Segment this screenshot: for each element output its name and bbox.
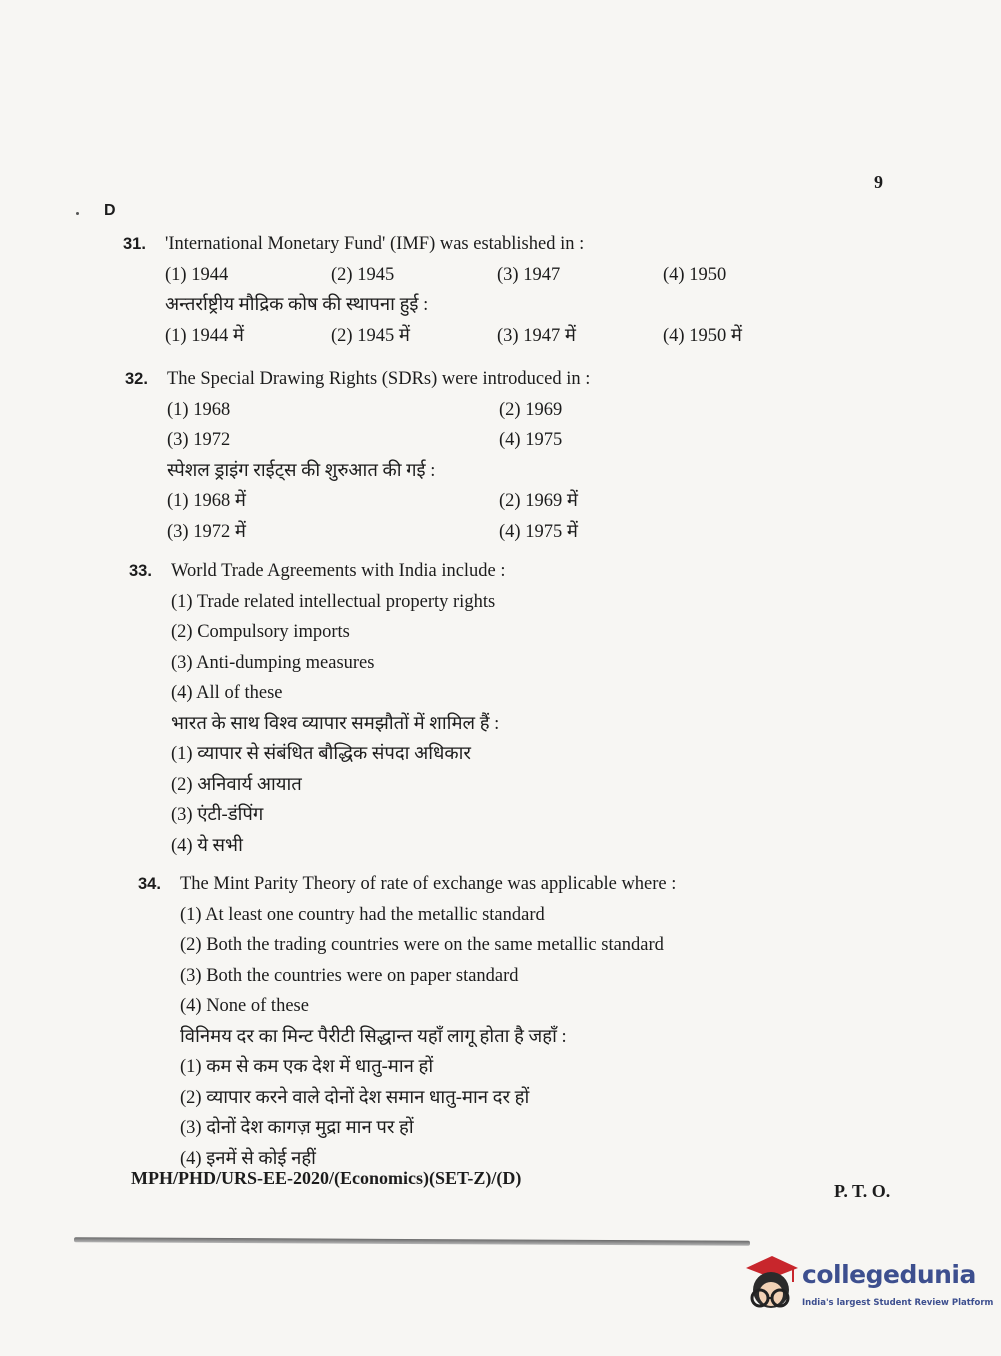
options-hi xyxy=(125,486,825,517)
question-text-hi: भारत के साथ विश्व व्यापार समझौतों में शामिल हैं : xyxy=(171,713,500,734)
option: (4) 1975 में xyxy=(499,521,578,542)
option: (2) 1969 में xyxy=(499,491,578,511)
option: (1) 1968 में xyxy=(167,491,246,511)
option: (2) 1945 में xyxy=(331,325,410,346)
option: (2) 1945 xyxy=(331,264,395,285)
question-text-en: 'International Monetary Fund' (IMF) was established in : xyxy=(165,234,585,254)
option: (1) At least one country had the metallic standard xyxy=(180,904,545,925)
question-text-en: The Mint Parity Theory of rate of exchange was applicable where : xyxy=(180,874,677,894)
option: (1) 1944 में xyxy=(165,325,244,346)
question-number: 34. xyxy=(138,875,161,893)
question-text-hi: स्पेशल ड्राइंग राईट्स की शुरुआत की गई : xyxy=(167,460,436,481)
options-hi xyxy=(125,517,825,548)
options-en xyxy=(125,425,825,456)
option: (2) 1969 xyxy=(499,399,563,420)
options-en xyxy=(125,395,825,426)
collegedunia-watermark xyxy=(740,1252,994,1320)
pto-label: P. T. O. xyxy=(834,1181,891,1201)
option: (3) एंटी-डंपिंग xyxy=(171,805,264,825)
option: (4) All of these xyxy=(171,683,283,703)
options-en xyxy=(123,260,823,291)
option: (3) 1972 में xyxy=(167,521,246,542)
question-text-hi: विनिमय दर का मिन्ट पैरीटी सिद्धान्त यहाँ लागू होता है जहाँ : xyxy=(180,1026,567,1047)
question-32 xyxy=(125,364,825,547)
option: (2) Both the trading countries were on the same metallic standard xyxy=(180,935,664,955)
option: (3) दोनों देश कागज़ मुद्रा मान पर हों xyxy=(180,1118,414,1138)
option: (1) 1944 xyxy=(165,264,229,285)
option: (3) 1972 xyxy=(167,430,231,450)
option: (4) 1950 xyxy=(663,264,727,285)
option: (1) Trade related intellectual property rights xyxy=(171,591,496,612)
option: (1) व्यापार से संबंधित बौद्धिक संपदा अधिकार xyxy=(171,744,471,764)
option: (3) 1947 xyxy=(497,264,561,285)
set-label: D xyxy=(104,202,116,219)
bottom-rule xyxy=(74,1237,750,1246)
option: (3) Anti-dumping measures xyxy=(171,652,375,673)
page-number: 9 xyxy=(874,172,883,192)
option: (4) None of these xyxy=(180,996,309,1016)
paper-code: MPH/PHD/URS-EE-2020/(Economics)(SET-Z)/(D) xyxy=(131,1168,522,1188)
option: (4) 1950 में xyxy=(663,325,742,346)
brand-tagline: India's largest Student Review Platform xyxy=(802,1298,994,1308)
options-hi xyxy=(123,321,823,352)
question-number: 31. xyxy=(123,235,146,253)
option: (2) Compulsory imports xyxy=(171,622,350,642)
question-text-en: The Special Drawing Rights (SDRs) were introduced in : xyxy=(167,369,591,389)
option: (4) 1975 xyxy=(499,430,563,450)
option: (4) इनमें से कोई नहीं xyxy=(180,1148,316,1169)
option: (2) व्यापार करने वाले दोनों देश समान धातु-मान दर हों xyxy=(180,1087,530,1108)
question-31 xyxy=(123,229,823,351)
question-number: 32. xyxy=(125,370,148,388)
mascot-icon xyxy=(740,1252,800,1314)
option: (4) ये सभी xyxy=(171,835,243,856)
question-number: 33. xyxy=(129,562,152,580)
question-text-en: World Trade Agreements with India include : xyxy=(171,561,506,581)
scan-dot xyxy=(76,212,79,215)
brand-name: collegedunia xyxy=(802,1260,976,1289)
option: (3) Both the countries were on paper standard xyxy=(180,965,519,986)
question-33 xyxy=(129,556,829,861)
option: (1) कम से कम एक देश में धातु-मान हों xyxy=(180,1057,434,1077)
question-34 xyxy=(138,869,858,1174)
question-text-hi: अन्तर्राष्ट्रीय मौद्रिक कोष की स्थापना हुई : xyxy=(165,295,429,315)
option: (2) अनिवार्य आयात xyxy=(171,774,302,795)
option: (1) 1968 xyxy=(167,399,231,420)
option: (3) 1947 में xyxy=(497,325,576,346)
